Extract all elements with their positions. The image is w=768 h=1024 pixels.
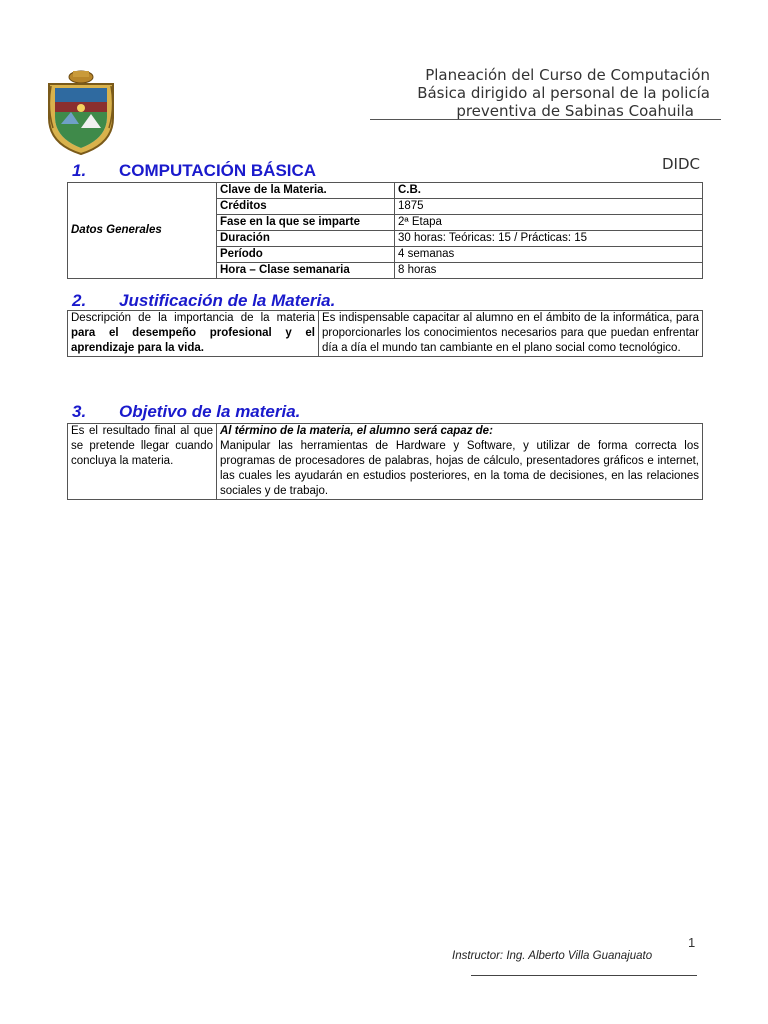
header-title-line: Planeación del Curso de Computación	[425, 66, 710, 84]
field-label: Créditos	[217, 199, 395, 215]
field-value: C.B.	[395, 183, 703, 199]
objective-heading: Al término de la materia, el alumno será capaz de:	[220, 425, 493, 437]
document-header-title	[340, 66, 710, 120]
field-value: 8 horas	[395, 263, 703, 279]
objective-body: Manipular las herramientas de Hardware y Software, y utilizar de forma correcta los programas de procesadores de palabras, hojas de cálculo, presentadores gráficos e internet, las cuales les ayudarán en estudios posteriores, en la toma de decisiones, en las relaciones sociales y de trabajo.	[220, 440, 699, 497]
field-value: 2ª Etapa	[395, 215, 703, 231]
field-label: Duración	[217, 231, 395, 247]
field-label: Hora – Clase semanaria	[217, 263, 395, 279]
description-plain: Descripción de la importancia de la materia	[71, 312, 315, 324]
table-row	[68, 424, 703, 500]
header-title-line: preventiva de Sabinas Coahuila	[456, 102, 694, 120]
footer-divider	[471, 975, 697, 976]
section-2-heading	[72, 291, 335, 311]
group-label: Datos Generales	[68, 183, 217, 279]
table-row	[68, 183, 703, 199]
general-data-table	[67, 182, 703, 279]
objective-table	[67, 423, 703, 500]
header-divider	[370, 119, 721, 120]
justification-description	[68, 311, 319, 357]
field-label: Clave de la Materia.	[217, 183, 395, 199]
instructor-name: Instructor: Ing. Alberto Villa Guanajuato	[452, 950, 653, 962]
section-title: Justificación de la Materia.	[119, 291, 336, 310]
section-3-heading	[72, 402, 300, 422]
section-title: Objetivo de la materia.	[119, 402, 301, 421]
document-code: DIDC	[662, 155, 700, 173]
section-number: 1.	[72, 161, 87, 180]
crest-logo	[45, 68, 117, 156]
section-number: 2.	[72, 291, 87, 310]
table-row	[68, 311, 703, 357]
objective-description: Es el resultado final al que se pretende llegar cuando concluya la materia.	[68, 424, 217, 500]
section-1-heading	[72, 161, 316, 181]
field-value: 1875	[395, 199, 703, 215]
page-number: 1	[688, 935, 696, 950]
justification-text: Es indispensable capacitar al alumno en el ámbito de la informática, para proporcionarles los conocimientos necesarios para que puedan enfrentar día a día el mundo tan cambiante en el plano social como tecnológico.	[319, 311, 703, 357]
objective-text	[217, 424, 703, 500]
field-label: Fase en la que se imparte	[217, 215, 395, 231]
field-value: 4 semanas	[395, 247, 703, 263]
description-bold: para el desempeño profesional y el aprendizaje para la vida.	[71, 327, 315, 354]
section-title: COMPUTACIÓN BÁSICA	[119, 161, 317, 180]
justification-table	[67, 310, 703, 357]
section-number: 3.	[72, 402, 87, 421]
field-label: Período	[217, 247, 395, 263]
header-title-line: Básica dirigido al personal de la policía	[417, 84, 710, 102]
field-value: 30 horas: Teóricas: 15 / Prácticas: 15	[395, 231, 703, 247]
